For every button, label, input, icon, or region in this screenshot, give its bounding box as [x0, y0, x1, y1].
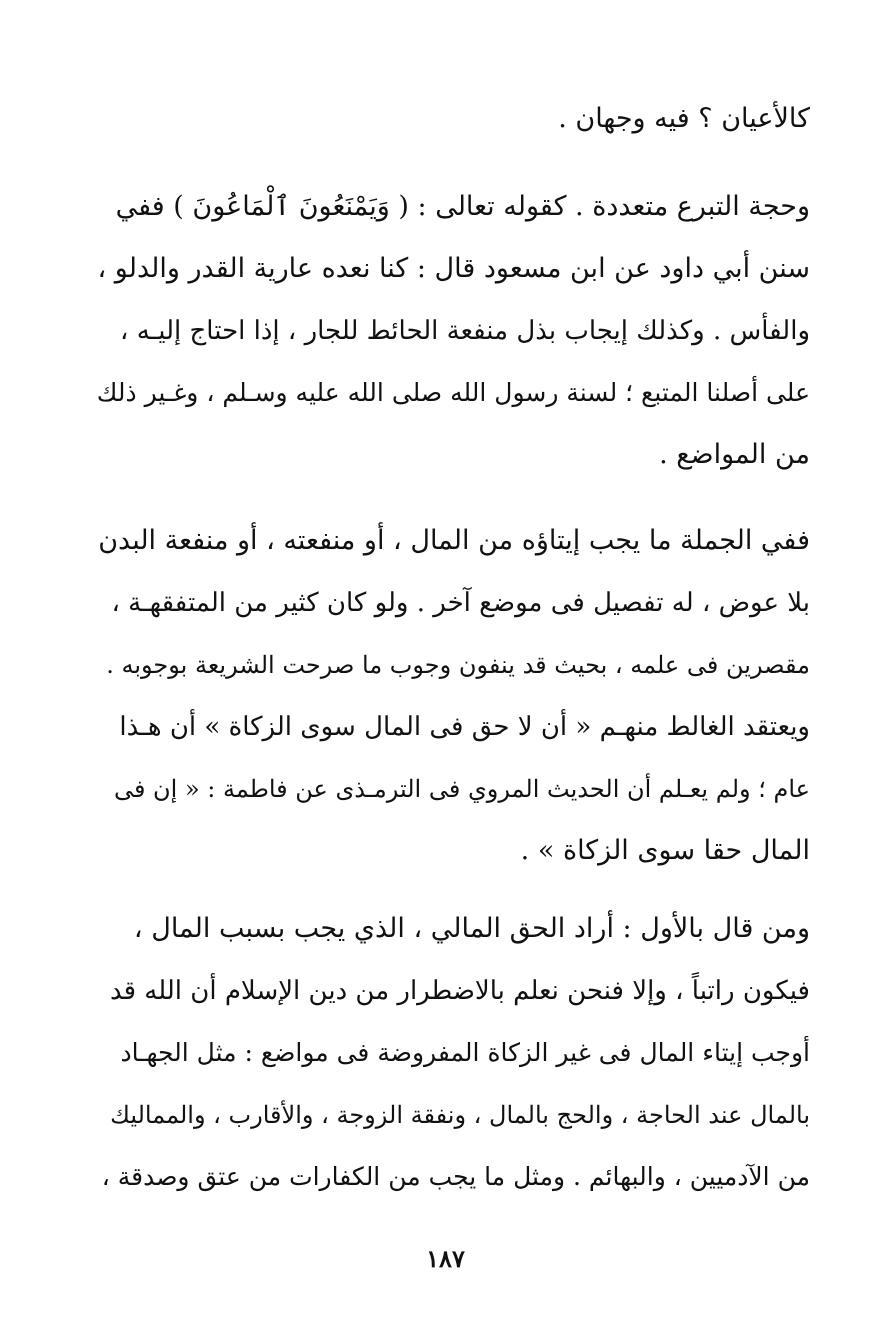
- text-line: فيكون راتباً ، وإلا فنحن نعلم بالاضطرار من دين الإسلام أن الله قد: [109, 976, 810, 1006]
- text-line: أوجب إيتاء المال فى غير الزكاة المفروضة فى مواضع : مثل الجهـاد: [120, 1038, 810, 1067]
- text-line: من الآدميين ، والبهائم . ومثل ما يجب من الكفارات من عتق وصدقة ،: [101, 1162, 810, 1191]
- paragraph-3: [96, 510, 810, 882]
- paragraph-1: [96, 88, 810, 150]
- paragraph-4: [96, 898, 810, 1208]
- text-line: ففي الجملة ما يجب إيتاؤه من المال ، أو منفعته ، أو منفعة البدن: [98, 525, 810, 556]
- text-line: ويعتقد الغالط منهـم « أن لا حق فى المال سوى الزكاة » أن هـذا: [119, 712, 810, 742]
- text-line: والفأس . وكذلك إيجاب بذل منفعة الحائط للجار ، إذا احتاج إليـه ،: [120, 316, 810, 346]
- text-line: مقصرين فى علمه ، بحيث قد ينفون وجوب ما صرحت الشريعة بوجوبه .: [106, 651, 810, 679]
- text-line: بلا عوض ، له تفصيل فى موضع آخر . ولو كان كثير من المتفقهـة ،: [111, 588, 810, 618]
- text-line: من المواضع .: [659, 439, 810, 470]
- text-line: ومن قال بالأول : أراد الحق المالي ، الذي يجب بسبب المال ،: [133, 913, 810, 944]
- text-line: عام ؛ ولم يعـلم أن الحديث المروي فى الترمـذى عن فاطمة : « إن فى: [113, 775, 810, 803]
- text-line: كالأعيان ؟ فيه وجهان .: [558, 103, 810, 134]
- paragraph-2: [96, 176, 810, 486]
- text-line: بالمال عند الحاجة ، والحج بالمال ، ونفقة الزوجة ، والأقارب ، والمماليك: [110, 1101, 810, 1129]
- text-line: وحجة التبرع متعددة . كقوله تعالى : ( وَيَمْنَعُونَ ٱلْمَاعُونَ ) ففي: [115, 191, 810, 222]
- text-line: على أصلنا المتبع ؛ لسنة رسول الله صلى الله عليه وسـلم ، وغـير ذلك: [96, 378, 810, 407]
- text-line: المال حقا سوى الزكاة » .: [520, 835, 810, 866]
- text-line: سنن أبي داود عن ابن مسعود قال : كنا نعده عارية القدر والدلو ،: [97, 253, 810, 284]
- page-number: ١٨٧: [426, 1244, 465, 1273]
